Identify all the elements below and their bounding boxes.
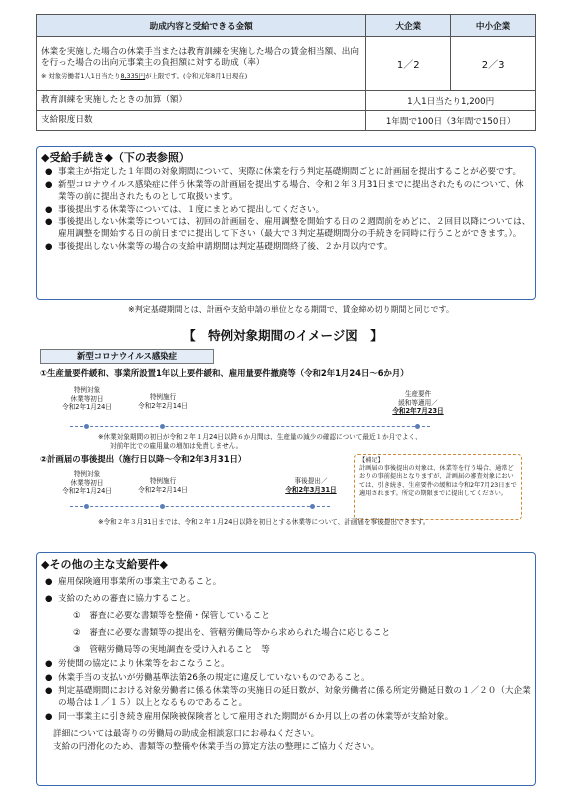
closing-line-1: 詳細については最寄りの労働局の助成金相談窓口にお尋ねください。 [53, 728, 320, 739]
timeline1-note [98, 433, 538, 450]
label-line: 緩和等適用／ [398, 398, 438, 407]
bullet-icon: ● [45, 686, 53, 697]
list-item [43, 242, 531, 254]
procedure-footnote: ※判定基礎期間とは、計画や支給申請の単位となる期間で、賃金締め切り期間と同じです。 [128, 305, 454, 314]
label-line: 令和2年3月31日 [285, 485, 337, 494]
closing-line-2: 支給の円滑化のため、書類等の整備や休業手当の算定方法の整理にご協力ください。 [53, 741, 380, 752]
procedure-list [43, 167, 531, 255]
bullet-icon: ● [45, 659, 53, 670]
label-line: 令和2年7月23日 [392, 407, 444, 416]
label-line: 生産要件 [404, 390, 432, 398]
label-line: 休業等初日 [70, 394, 104, 403]
list-item [43, 217, 531, 241]
bullet-icon: ● [45, 593, 53, 604]
sub-item-num: ③ [73, 644, 81, 655]
procedure-title: ◆受給手続き◆（下の表参照） [41, 151, 190, 164]
hosoku-body: 計画届の事後提出の対象は、休業等を行う場合、通常どおりの事前提出となりますが、計画届の審査対象においては、引き続き、生産要件の緩和は令和2年7月23日まで適用されます。所定の期限までに提出してください。 [359, 465, 517, 497]
timeline2-mid-label [128, 477, 198, 494]
sub-item-text: 審査に必要な書類等を整備・保管していること [89, 610, 270, 621]
label-line: 特例対象 [73, 386, 101, 394]
procedure-item-text: 事後提出しない休業等の場合の支給申請期間は判定基礎期間終了後、２か月以内です。 [58, 242, 393, 253]
others-item-text: 同一事業主に引き続き雇用保険被保険者として雇用された期間が６か月以上の者の休業等が支給対象。 [58, 711, 454, 722]
sub-item-num: ① [73, 610, 81, 621]
row3-label: 支給限度日数 [37, 111, 366, 131]
timeline2-start-marker [84, 504, 89, 509]
sub-item [43, 627, 531, 640]
label-line: 令和2年2月14日 [138, 401, 188, 410]
table-row [37, 91, 536, 111]
list-item [43, 686, 531, 710]
list-item [43, 205, 531, 217]
sub-item-text: 審査に必要な書類等の提出を、管轄労働局等から求められた場合に応じること [89, 627, 391, 638]
label-line: 特例施行 [149, 393, 177, 401]
timeline2-end-label [276, 477, 346, 494]
list-item [43, 672, 531, 685]
label-line: 休業等初日 [70, 478, 104, 487]
row1-large: 1／2 [366, 37, 451, 91]
bullet-icon: ● [45, 242, 53, 253]
note-suffix: が上限です。(令和元年8月1日現在) [145, 71, 248, 80]
bullet-icon: ● [45, 711, 53, 722]
table-row [37, 37, 536, 91]
timeline1-line [70, 426, 430, 427]
table-row [37, 111, 536, 131]
sub-item-num: ② [73, 627, 81, 638]
sub-item [43, 610, 531, 623]
timeline2-mid-marker [160, 504, 165, 509]
bullet-icon: ● [45, 673, 53, 684]
list-item [43, 593, 531, 606]
procedure-item-text: 事後提出する休業等については、１度にまとめて提出してください。 [58, 204, 325, 215]
list-item [43, 711, 531, 724]
table-header-content: 助成内容と受給できる金額 [37, 15, 366, 37]
timeline1-end-marker [415, 424, 420, 429]
others-item-text: 雇用保険適用事業所の事業主であること。 [58, 577, 222, 587]
bullet-icon: ● [45, 204, 53, 215]
bullet-icon: ● [45, 217, 53, 228]
others-box [36, 552, 536, 786]
row3-value: 1年間で100日（3年間で150日） [366, 111, 536, 131]
list-item [43, 576, 531, 589]
label-line: 令和2年2月14日 [138, 485, 188, 494]
image-title: 【 特例対象期間のイメージ図 】 [183, 328, 383, 343]
timeline2-end-marker [310, 504, 315, 509]
note-line: 対前年比での雇用量の増加は免責しません。 [110, 441, 243, 450]
timeline1-start-label [52, 386, 122, 412]
sub-item [43, 644, 531, 657]
timeline1-end-label [378, 390, 458, 416]
timeline2-line [70, 506, 330, 507]
sub-item-text: 管轄労働局等の実地調査を受け入れること 等 [89, 644, 270, 655]
timeline1-start-marker [84, 424, 89, 429]
list-item [43, 180, 531, 204]
row2-label: 教育訓練を実施したときの加算（額） [37, 91, 366, 111]
bullet-icon: ● [45, 167, 53, 177]
list-item [43, 658, 531, 671]
bullet-icon: ● [45, 577, 53, 587]
row1-note [41, 72, 361, 81]
timeline2-note: ※令和２年３月31日までは、令和２年１月24日以降を初日とする休業等について、計画届を事後提出できます。 [98, 518, 430, 526]
row1-sme: 2／3 [451, 37, 536, 91]
others-item-text: 休業手当の支払いが労働基準法第26条の規定に違反していないものであること。 [58, 673, 370, 684]
note-line: ※休業対象期間の初日が令和２年１月24日以降６か月間は、生産量の減少の確認について最近１か月でよく、 [98, 433, 422, 441]
timeline2-start-label [52, 470, 122, 496]
list-item [43, 167, 531, 179]
others-item-text: 支給のための審査に協力すること。 [58, 593, 196, 604]
bullet-icon: ● [45, 179, 53, 190]
timeline1-title: ①生産量要件緩和、事業所設置1年以上要件緩和、雇用量要件撤廃等（令和2年1月24日～6か月） [40, 368, 409, 378]
label-line: 令和2年1月24日 [62, 403, 112, 412]
timeline2-title: ②計画届の事後提出（施行日以降～令和2年3月31日） [40, 454, 247, 464]
hosoku-box [354, 454, 522, 520]
note-amount: 8,335円 [120, 71, 146, 80]
covid-label: 新型コロナウイルス感染症 [40, 349, 214, 364]
row1-label: 休業を実施した場合の休業手当または教育訓練を実施した場合の賃金相当額、出向を行った場合の出向元事業主の負担額に対する助成（率） [41, 46, 359, 69]
row2-value: 1人1日当たり1,200円 [366, 91, 536, 111]
others-item-text: 判定基礎期間における対象労働者に係る休業等の実施日の延日数が、対象労働者に係る所定労働延日数の１／２０（大企業の場合は１／１５）以上となるものであること。 [58, 686, 531, 709]
label-line: 特例対象 [73, 470, 101, 478]
procedure-item-text: 事業主が指定した１年間の対象期間について、実際に休業を行う判定基礎期間ごとに計画届を提出することが必要です。 [58, 167, 522, 177]
timeline1-mid-label [128, 393, 198, 410]
table-header-large: 大企業 [366, 15, 451, 37]
procedure-box [36, 146, 536, 300]
label-line: 令和2年1月24日 [62, 487, 112, 496]
others-title: ◆その他の主な支給要件◆ [41, 558, 168, 571]
table-header-row [37, 15, 536, 37]
procedure-item-text: 新型コロナウイルス感染症に伴う休業等の計画届を提出する場合、令和２年３月31日までに提出されたものについて、休業等の前に提出されたものとして取扱います。 [58, 179, 524, 202]
note-prefix: ※ 対象労働者1人1日当たり [41, 71, 121, 80]
table-cell-label [37, 37, 366, 91]
others-item-text: 労使間の協定により休業等をおこなうこと。 [58, 659, 230, 670]
timeline1-mid-marker [160, 424, 165, 429]
label-line: 特例施行 [149, 477, 177, 485]
others-list [43, 576, 531, 754]
table-header-sme: 中小企業 [451, 15, 536, 37]
procedure-item-text: 事後提出しない休業等については、初回の計画届を、雇用調整を開始する日の２週間前をめどに、２回目以降については、雇用調整を開始する日の前日までに提出して下さい（最大で３判定基礎期間分の手続きを同時に行うことができます。）。 [58, 217, 531, 240]
subsidy-table [36, 14, 536, 131]
hosoku-title: 【補足】 [359, 457, 384, 464]
label-line: 事後提出／ [294, 477, 328, 485]
